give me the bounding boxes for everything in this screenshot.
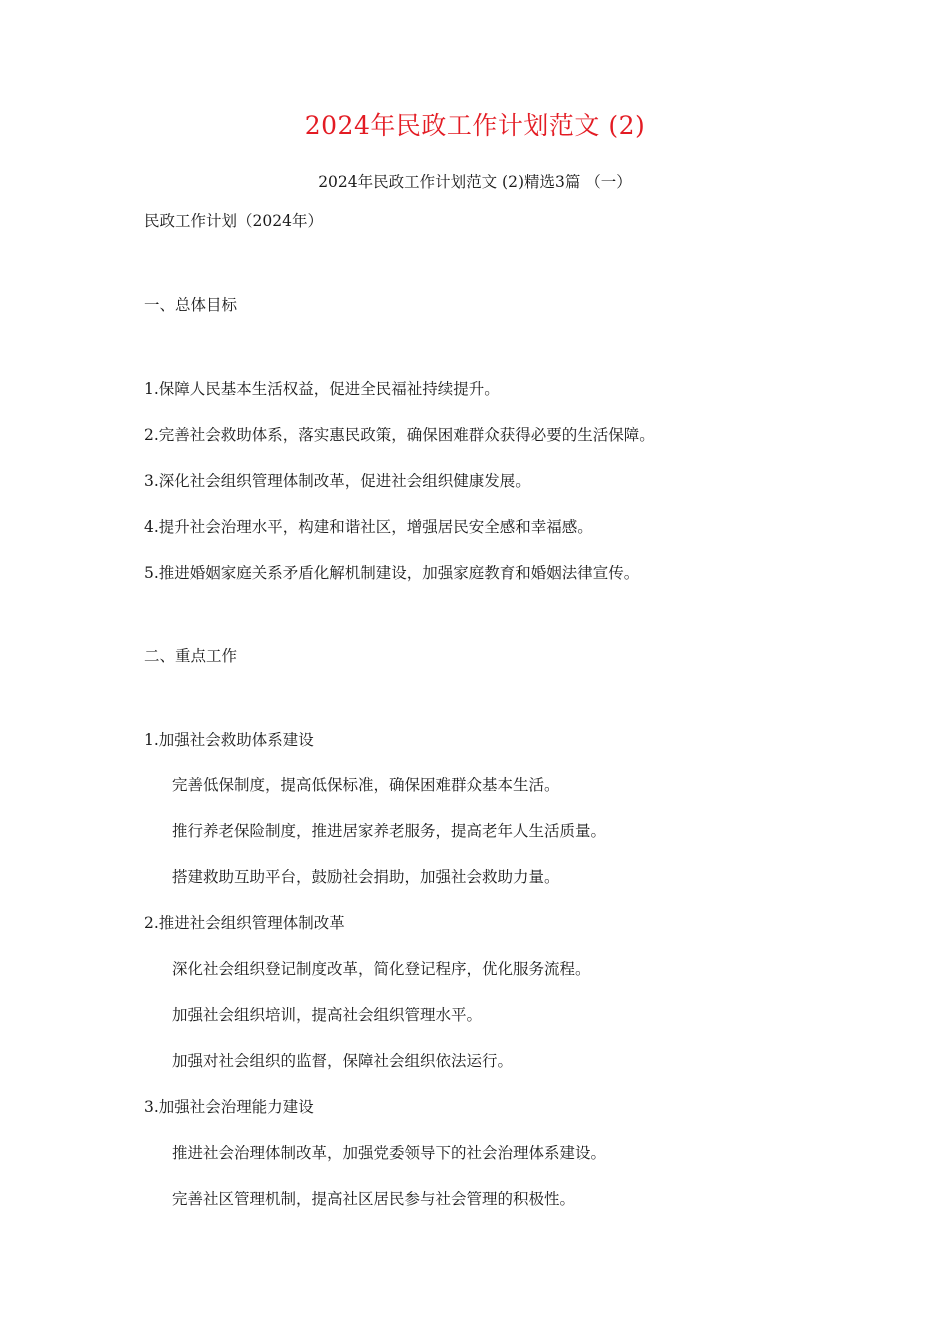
work-group-title: 3.加强社会治理能力建设 (144, 1098, 314, 1116)
document-title: 2024年民政工作计划范文 (2) (304, 111, 646, 140)
document-subtitle: 2024年民政工作计划范文 (2)精选3篇 （一） (318, 173, 632, 191)
work-point: 推进社会治理体制改革，加强党委领导下的社会治理体系建设。 (172, 1144, 607, 1162)
work-point: 完善社区管理机制，提高社区居民参与社会管理的积极性。 (172, 1190, 576, 1208)
work-point: 推行养老保险制度，推进居家养老服务，提高老年人生活质量。 (172, 822, 607, 840)
work-point: 加强对社会组织的监督，保障社会组织依法运行。 (172, 1052, 514, 1070)
work-point: 完善低保制度，提高低保标准，确保困难群众基本生活。 (172, 776, 560, 794)
section-heading-goals: 一、总体目标 (144, 296, 238, 314)
goal-item: 5.推进婚姻家庭关系矛盾化解机制建设，加强家庭教育和婚姻法律宣传。 (144, 564, 640, 582)
goal-item: 4.提升社会治理水平，构建和谐社区，增强居民安全感和幸福感。 (144, 518, 593, 536)
goal-item: 2.完善社会救助体系，落实惠民政策，确保困难群众获得必要的生活保障。 (144, 426, 655, 444)
work-point: 搭建救助互助平台，鼓励社会捐助，加强社会救助力量。 (172, 868, 560, 886)
work-point: 加强社会组织培训，提高社会组织管理水平。 (172, 1006, 483, 1024)
goal-item: 1.保障人民基本生活权益，促进全民福祉持续提升。 (144, 380, 500, 398)
work-group-title: 1.加强社会救助体系建设 (144, 731, 314, 749)
work-group-title: 2.推进社会组织管理体制改革 (144, 914, 345, 932)
goal-item: 3.深化社会组织管理体制改革，促进社会组织健康发展。 (144, 472, 531, 490)
section-heading-key-work: 二、重点工作 (144, 647, 238, 665)
work-point: 深化社会组织登记制度改革，简化登记程序，优化服务流程。 (172, 960, 591, 978)
plan-heading: 民政工作计划（2024年） (144, 212, 323, 230)
